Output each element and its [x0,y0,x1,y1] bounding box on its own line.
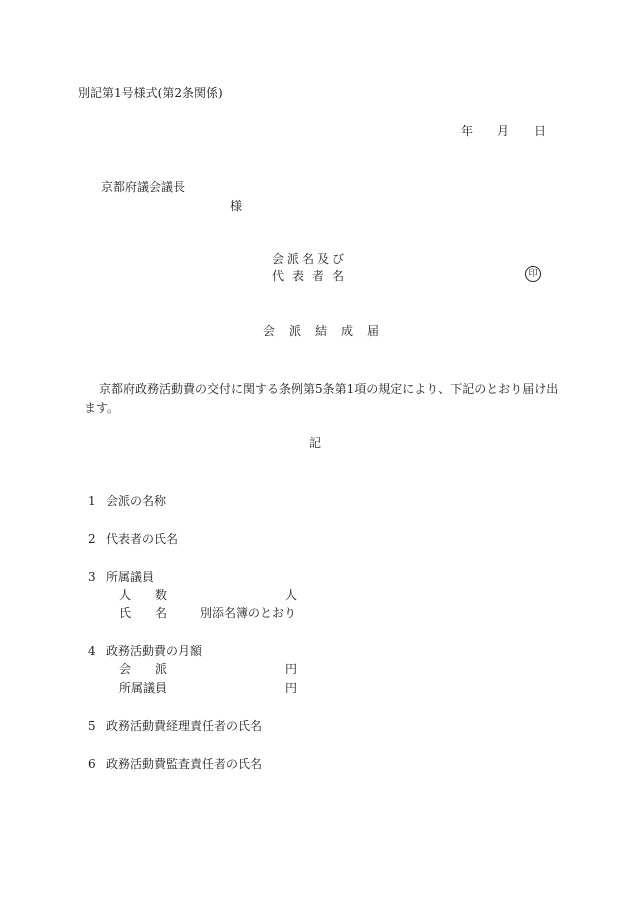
item-number: 6 [88,757,96,771]
sub-item-label: 人 数 [119,588,168,602]
item-number: 2 [88,532,96,546]
sub-item-label: 氏 名 [119,606,168,620]
date-year: 年 [461,124,474,138]
sub-item-label: 所属議員 [119,681,168,695]
addressee-honorific: 様 [230,199,243,213]
item-label: 代表者の氏名 [106,532,179,546]
addressee-name: 京都府議会議長 [101,180,186,194]
item-number: 4 [88,644,96,658]
sub-item-value: 円 [285,681,298,695]
sub-item-value: 人 [285,588,298,602]
item-number: 1 [88,494,96,508]
sub-item-value: 円 [285,662,298,676]
sender-line-1: 会派名及び [272,252,348,266]
item-label: 所属議員 [106,570,155,584]
date-day: 日 [534,124,547,138]
date-month: 月 [497,124,510,138]
item-label: 政務活動費の月額 [106,644,203,658]
sender-line-2: 代表者名 [272,269,353,283]
item-label: 政務活動費監査責任者の氏名 [106,757,263,771]
item-label: 会派の名称 [106,494,167,508]
item-number: 3 [88,570,96,584]
sub-item-value: 別添名簿のとおり [200,606,297,620]
form-header: 別記第1号様式(第2条関係) [78,86,223,100]
sub-item-label: 会 派 [119,662,168,676]
document-title: 会派結成届 [263,324,394,338]
ki-heading: 記 [309,436,322,450]
item-number: 5 [88,719,96,733]
item-label: 政務活動費経理責任者の氏名 [106,719,263,733]
body-paragraph: 京都府政務活動費の交付に関する条例第5条第1項の規定により、下記のとおり届け出ます。 [84,382,559,415]
seal-mark: 印 [525,266,541,282]
